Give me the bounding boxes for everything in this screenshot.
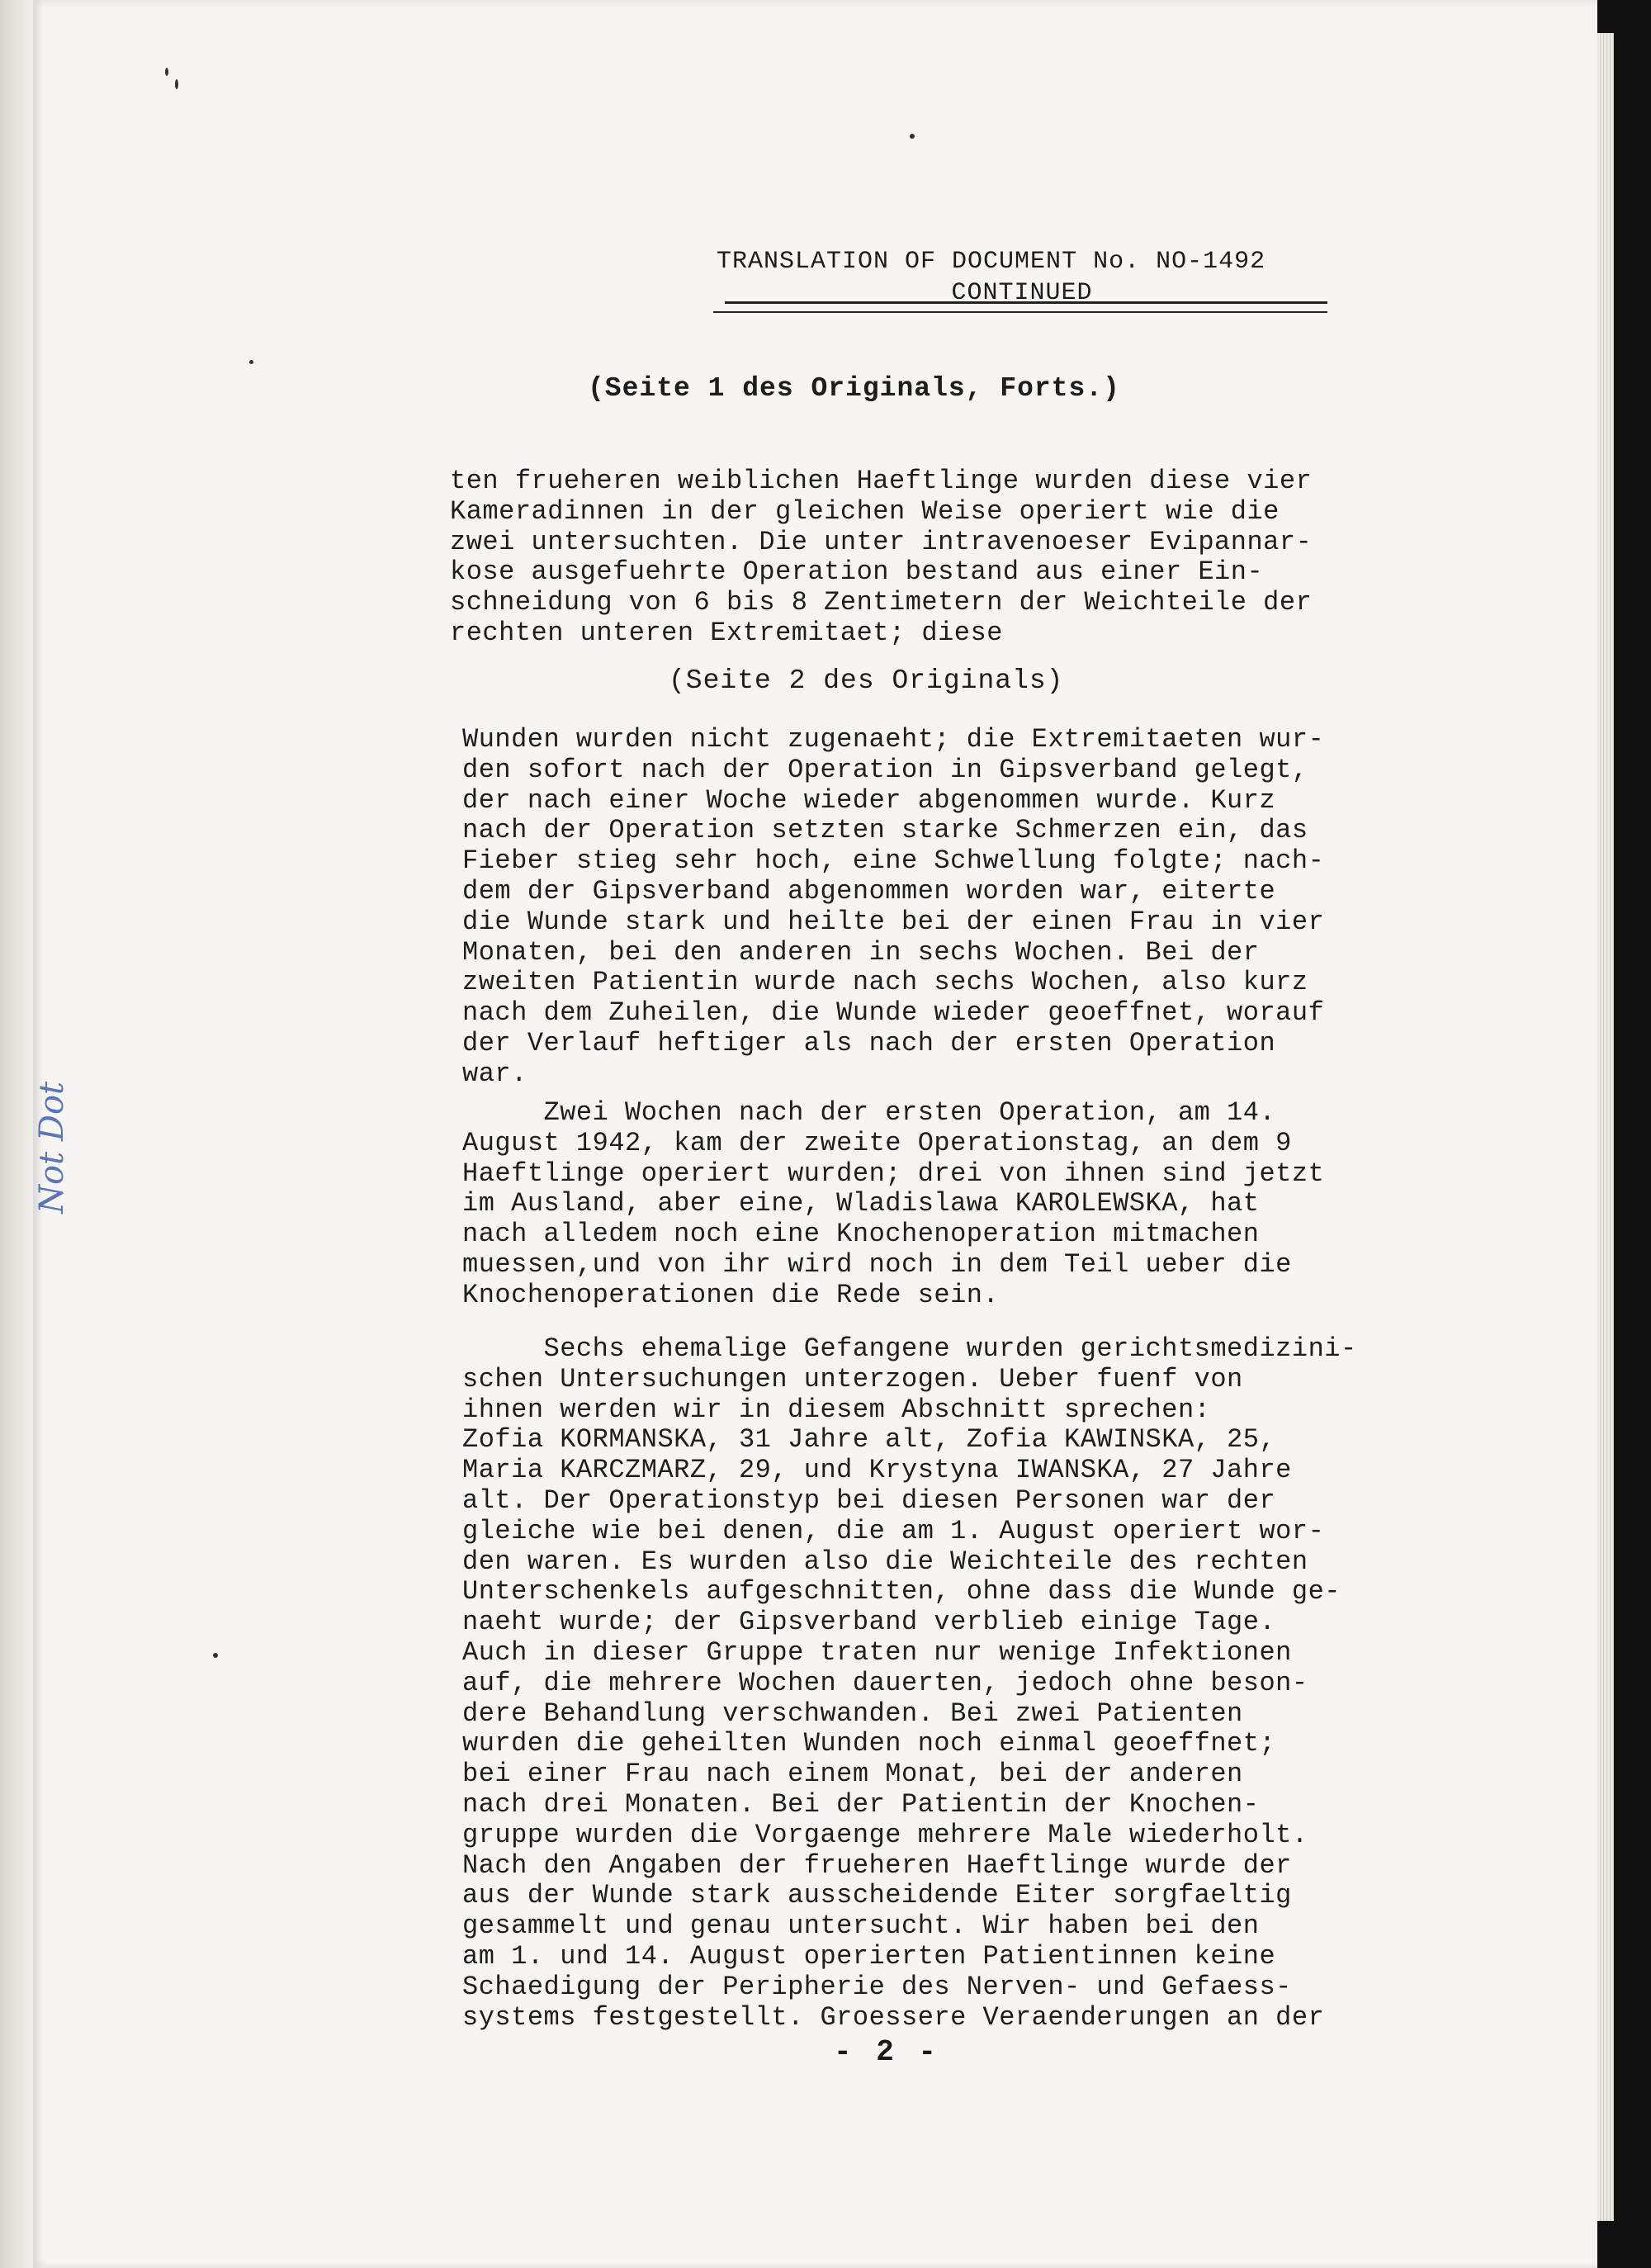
paragraph-2: Wunden wurden nicht zugenaeht; die Extremitaeten wur- den sofort nach der Operation in Gipsverband gelegt, der nach einer Woche wieder abgenommen wurde. Kurz nach der Operation setzten starke Schmerzen ein, das Fieber stieg sehr hoch, eine Schwellung folgte; nach- dem der Gipsverband abgenommen worden war, eiterte die Wunde stark und heilte bei der einen Frau in vier Monaten, bei den anderen in sechs Wochen. Bei der zweiten Patientin wurde nach sechs Wochen, also kurz nach dem Zuheilen, die Wunde wieder geoeffnet, worauf der Verlauf heftiger als nach der ersten Operation war.: [462, 724, 1325, 1089]
paragraph-1: ten frueheren weiblichen Haeftlinge wurden diese vier Kameradinnen in der gleichen Weise operiert wie die zwei untersuchten. Die unter intravenoeser Evipannar- kose ausgefuehrte Operation bestand aus einer Ein- schneidung von 6 bis 8 Zentimetern der Weichteile der rechten unteren Extremitaet; diese: [450, 466, 1313, 648]
ink-speck: [165, 68, 168, 76]
paragraph-3: Zwei Wochen nach der ersten Operation, am 14. August 1942, kam der zweite Operationstag, an dem 9 Haeftlinge operiert wurden; drei von ihnen sind jetzt im Ausland, aber eine, Wladislawa KAROLEWSKA, hat nach alledem noch eine Knochenoperation mitmachen muessen,und von ihr wird noch in dem Teil ueber die Knochenoperationen die Rede sein.: [462, 1097, 1325, 1310]
document-title: TRANSLATION OF DOCUMENT No. NO-1492: [717, 248, 1266, 276]
ink-speck: [249, 360, 253, 364]
adjacent-page-edge: [0, 0, 33, 2268]
header-underline-2: [713, 311, 1327, 313]
handwritten-margin-note: Not Dot: [33, 1081, 71, 1214]
page-number: - 2 -: [834, 2035, 940, 2069]
document-subtitle: CONTINUED: [951, 279, 1093, 307]
ink-speck: [175, 79, 178, 89]
header-underline-1: [725, 301, 1327, 304]
original-page-marker-1: (Seite 1 des Originals, Forts.): [588, 373, 1120, 404]
document-header: [717, 248, 1327, 307]
original-page-marker-2: (Seite 2 des Originals): [669, 665, 1064, 696]
page-stack-edge: [1597, 33, 1614, 2221]
ink-speck: [213, 1653, 218, 1658]
paragraph-4: Sechs ehemalige Gefangene wurden gerichtsmedizini- schen Untersuchungen unterzogen. Ueber fuenf von ihnen werden wir in diesem Abschnitt sprechen: Zofia KORMANSKA, 31 Jahre alt, Zofia KAWINSKA, 25, Maria KARCZMARZ, 29, und Krystyna IWANSKA, 27 Jahre alt. Der Operationstyp bei diesen Personen war der gleiche wie bei denen, die am 1. August operiert wor- den waren. Es wurden also die Weichteile des rechten Unterschenkels aufgeschnitten, ohne dass die Wunde ge- naeht wurde; der Gipsverband verblieb einige Tage. Auch in dieser Gruppe traten nur wenige Infektionen auf, die mehrere Wochen dauerten, jedoch ohne beson- dere Behandlung verschwanden. Bei zwei Patienten wurden die geheilten Wunden noch einmal geoeffnet; bei einer Frau nach einem Monat, bei der anderen nach drei Monaten. Bei der Patientin der Knochen- gruppe wurden die Vorgaenge mehrere Male wiederholt. Nach den Angaben der frueheren Haeftlinge wurde der aus der Wunde stark ausscheidende Eiter sorgfaeltig gesammelt und genau untersucht. Wir haben bei den am 1. und 14. August operierten Patientinnen keine Schaedigung der Peripherie des Nerven- und Gefaess- systems festgestellt. Groessere Veraenderungen an der: [462, 1333, 1357, 2033]
ink-speck: [910, 134, 915, 139]
